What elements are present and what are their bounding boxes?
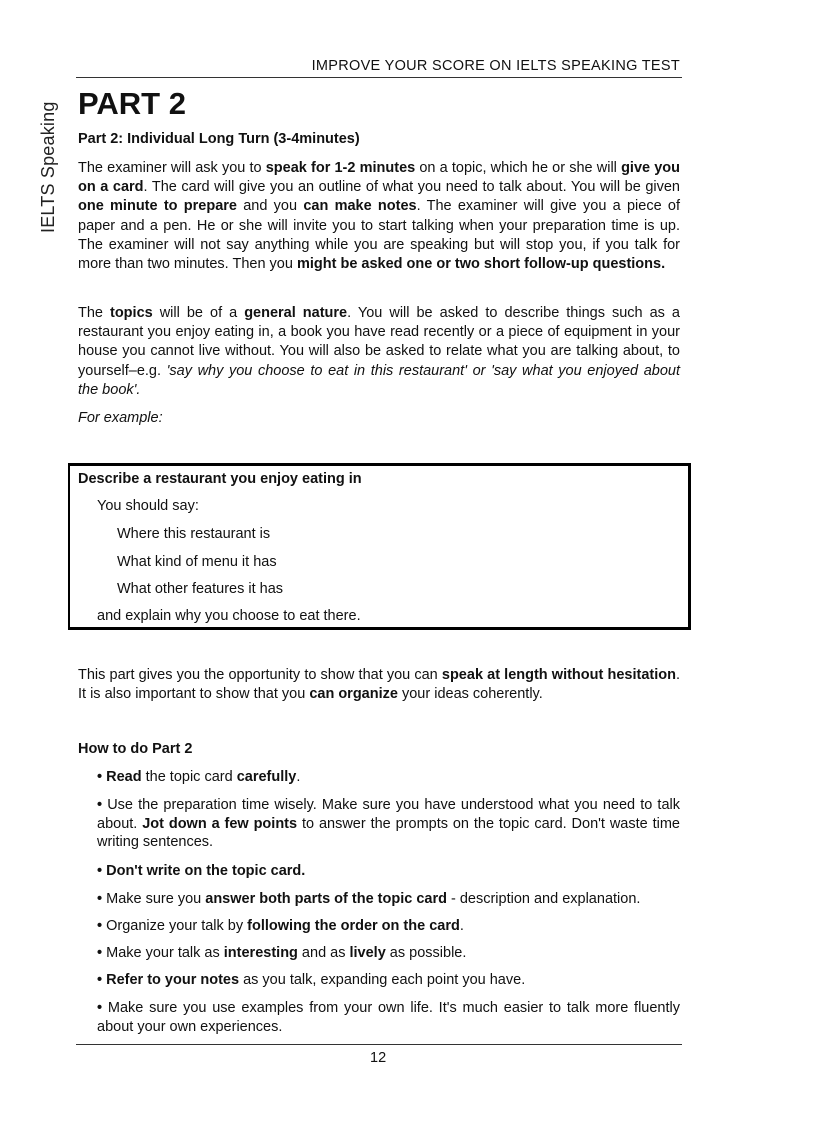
bullet-icon: •: [97, 918, 103, 934]
for-example-label: For example:: [78, 410, 163, 426]
page-number: 12: [370, 1050, 387, 1066]
card-should-say: You should say:: [97, 498, 199, 514]
topic-card: [68, 463, 691, 630]
tip-item: • Use the preparation time wisely. Make sure you have understood what you need to talk about. Jot down a few points to answer the prompts on the topic card. Don't waste time writing sentences.: [97, 797, 680, 850]
bullet-icon: •: [97, 769, 103, 785]
tip-item: • Don't write on the topic card.: [97, 863, 306, 879]
tip-item: • Refer to your notes as you talk, expanding each point you have.: [97, 972, 526, 988]
card-prompt-2: What kind of menu it has: [117, 554, 277, 570]
bullet-icon: •: [97, 863, 103, 879]
intro-paragraph: The examiner will ask you to speak for 1-2 minutes on a topic, which he or she will give you on a card. The card will give you an outline of what you need to talk about. You will be given one minute to prepare and you can make notes. The examiner will give you a piece of paper and a pen. He or she will invite you to start talking when your preparation time is up. The examiner will not say anything while you are speaking but will stop you, if you talk for more than two minutes. Then you might be asked one or two short follow-up questions.: [78, 160, 681, 273]
bullet-icon: •: [97, 797, 103, 813]
side-tab-label: IELTS Speaking: [38, 101, 58, 233]
card-title: Describe a restaurant you enjoy eating in: [78, 471, 362, 487]
card-closing: and explain why you choose to eat there.: [97, 608, 361, 624]
bullet-icon: •: [97, 972, 103, 988]
tip-item: • Make sure you answer both parts of the topic card - description and explanation.: [97, 891, 641, 907]
tip-item: • Organize your talk by following the order on the card.: [97, 918, 464, 934]
tip-item: • Read the topic card carefully.: [97, 769, 301, 785]
tip-item: • Make your talk as interesting and as lively as possible.: [97, 945, 467, 961]
footer-rule: [76, 1044, 682, 1045]
card-prompt-1: Where this restaurant is: [117, 526, 271, 542]
bullet-icon: •: [97, 945, 103, 961]
card-prompt-3: What other features it has: [117, 581, 284, 597]
bullet-icon: •: [97, 1000, 103, 1016]
page-title: PART 2: [78, 86, 186, 121]
header-rule: [76, 77, 682, 78]
section-heading: Part 2: Individual Long Turn (3-4minutes): [78, 131, 360, 147]
tip-item: • Make sure you use examples from your own life. It's much easier to talk more fluently about your own experiences.: [97, 1000, 680, 1035]
opportunity-paragraph: This part gives you the opportunity to show that you can speak at length without hesitation. It is also important to show that you can organize your ideas coherently.: [78, 667, 680, 703]
running-head: IMPROVE YOUR SCORE ON IELTS SPEAKING TEST: [311, 58, 680, 74]
topics-paragraph: The topics will be of a general nature. You will be asked to describe things such as a restaurant you enjoy eating in, a book you have read recently or a piece of equipment in your house you cannot live without. You will also be asked to relate what you are talking about, to yourself–e.g. 'say why you choose to eat in this restaurant' or 'say what you enjoyed about the book'.: [78, 305, 680, 398]
bullet-icon: •: [97, 891, 103, 907]
how-to-heading: How to do Part 2: [78, 741, 193, 757]
